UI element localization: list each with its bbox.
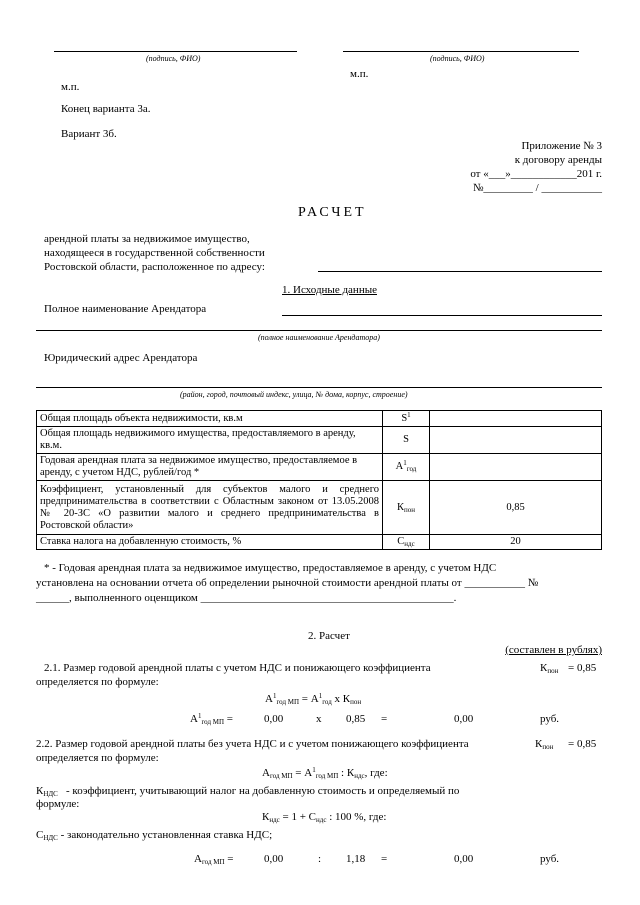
signature-caption-left: (подпись, ФИО) [146,54,201,63]
tenant-name-caption: (полное наименование Арендатора) [258,333,380,342]
formula-2: Агод МП = $А^1год$ МП : Кндс, где: [262,766,388,780]
calc1-unit: руб. [540,713,560,725]
source-data-table [36,410,602,550]
row-symbol: Кпон [383,481,430,535]
p22-text-2: определяется по формуле: [36,752,159,764]
p21-k-value: = 0,85 [568,662,597,674]
calc1-total: 0,00 [454,713,474,725]
row-value [430,454,602,481]
calc1-k: 0,85 [346,713,366,725]
row-value [430,427,602,454]
row-value: 20 [430,535,602,550]
calc1-label: $А^1год$ МП = [190,712,234,726]
signature-line-right [343,51,579,52]
tenant-address-line [36,387,602,388]
footnote-line-3: ______, выполненного оценщиком ______________________________________________. [36,592,457,604]
table-row [37,427,602,454]
calc2-equals: = [381,853,388,865]
row-symbol: Сндс [383,535,430,550]
footnote-line-1: * - Годовая арендная плата за недвижимое имущество, предоставляемое в аренду, с учетом НДС [44,562,497,574]
section2-heading: 2. Расчет [308,630,350,642]
section1-heading: 1. Исходные данные [282,284,377,296]
tenant-address-caption: (район, город, почтовый индекс, улица, № дома, корпус, строение) [180,390,408,399]
signature-line-left [54,51,297,52]
calc1-result: 0,00 [264,713,284,725]
p21-text: 2.1. Размер годовой арендной платы с учетом НДС и понижающего коэффициента [44,662,431,674]
tenant-address-label: Юридический адрес Арендатора [44,352,198,364]
calc1-operator: х [316,713,322,725]
stamp-place-right: м.п. [350,68,369,80]
appendix-date: от «___»____________201 г. [470,168,602,180]
knds-definition-2: формуле: [36,798,80,810]
table-row [37,535,602,550]
table-row [37,481,602,535]
address-line [318,271,602,272]
page-title: РАСЧЕТ [298,205,367,220]
unit-note: (составлен в рублях) [505,644,602,656]
row-name: Коэффициент, установленный для субъектов малого и среднего предпринимательства в соответствии с Областным законом от 13.05.2008 № 20-ЗС «О развитии малого и среднего предпринимательства в Ростовской области» [37,481,383,535]
row-symbol: S [383,427,430,454]
calc2-total: 0,00 [454,853,474,865]
intro-line-2: находящееся в государственной собственности [44,247,265,259]
p21-k-symbol: Кпон [540,662,559,675]
stamp-place-left: м.п. [61,81,80,93]
knds-symbol: КНДС [36,785,58,798]
variant-text: Вариант 3б. [61,128,117,140]
calc2-result: 0,00 [264,853,284,865]
signature-caption-right: (подпись, ФИО) [430,54,485,63]
calc2-unit: руб. [540,853,560,865]
appendix-number: Приложение № 3 [521,140,602,152]
p22-k-symbol: Кпон [535,738,554,751]
intro-line-1: арендной платы за недвижимое имущество, [44,233,250,245]
p21-text-2: определяется по формуле: [36,676,159,688]
formula-3: Кндс = 1 + Сндс : 100 %, где: [262,811,387,824]
appendix-contract: к договору аренды [514,154,602,166]
row-symbol: $А^1год$ [383,454,430,481]
row-name: Общая площадь недвижимого имущества, предоставляемого в аренду, кв.м. [37,427,383,454]
intro-line-3: Ростовской области, расположенное по адресу: [44,261,265,273]
row-name: Ставка налога на добавленную стоимость, % [37,535,383,550]
tenant-name-label: Полное наименование Арендатора [44,303,207,315]
table-row [37,454,602,481]
p22-k-value: = 0,85 [568,738,597,750]
row-symbol: $S^1$ [383,411,430,427]
formula-1: $А^1год$ МП = $А^1год$ х Кпон [265,692,362,706]
calc1-equals: = [381,713,388,725]
row-name: Годовая арендная плата за недвижимое имущество, предоставляемое в аренду, с учетом НДС, рублей/год * [37,454,383,481]
calc2-label: Агод МП = [194,853,234,866]
appendix-contract-number: №_________ / ___________ [472,182,602,194]
variant-end-text: Конец варианта 3а. [61,103,151,115]
knds-definition: - коэффициент, учитывающий налог на добавленную стоимость и определяемый по [66,785,460,797]
tenant-name-line [282,315,602,316]
snds-definition: СНДС - законодательно установленная ставка НДС; [36,829,273,842]
row-name: Общая площадь объекта недвижимости, кв.м [37,411,383,427]
p22-text: 2.2. Размер годовой арендной платы без учета НДС и с учетом понижающего коэффициента [36,738,469,750]
tenant-name-line-2 [36,330,602,331]
footnote-line-2: установлена на основании отчета об определении рыночной стоимости арендной платы от ___________ № [36,577,539,589]
row-value: 0,85 [430,481,602,535]
table-row [37,411,602,427]
calc2-k: 1,18 [346,853,366,865]
calc2-operator: : [318,853,322,865]
row-value [430,411,602,427]
